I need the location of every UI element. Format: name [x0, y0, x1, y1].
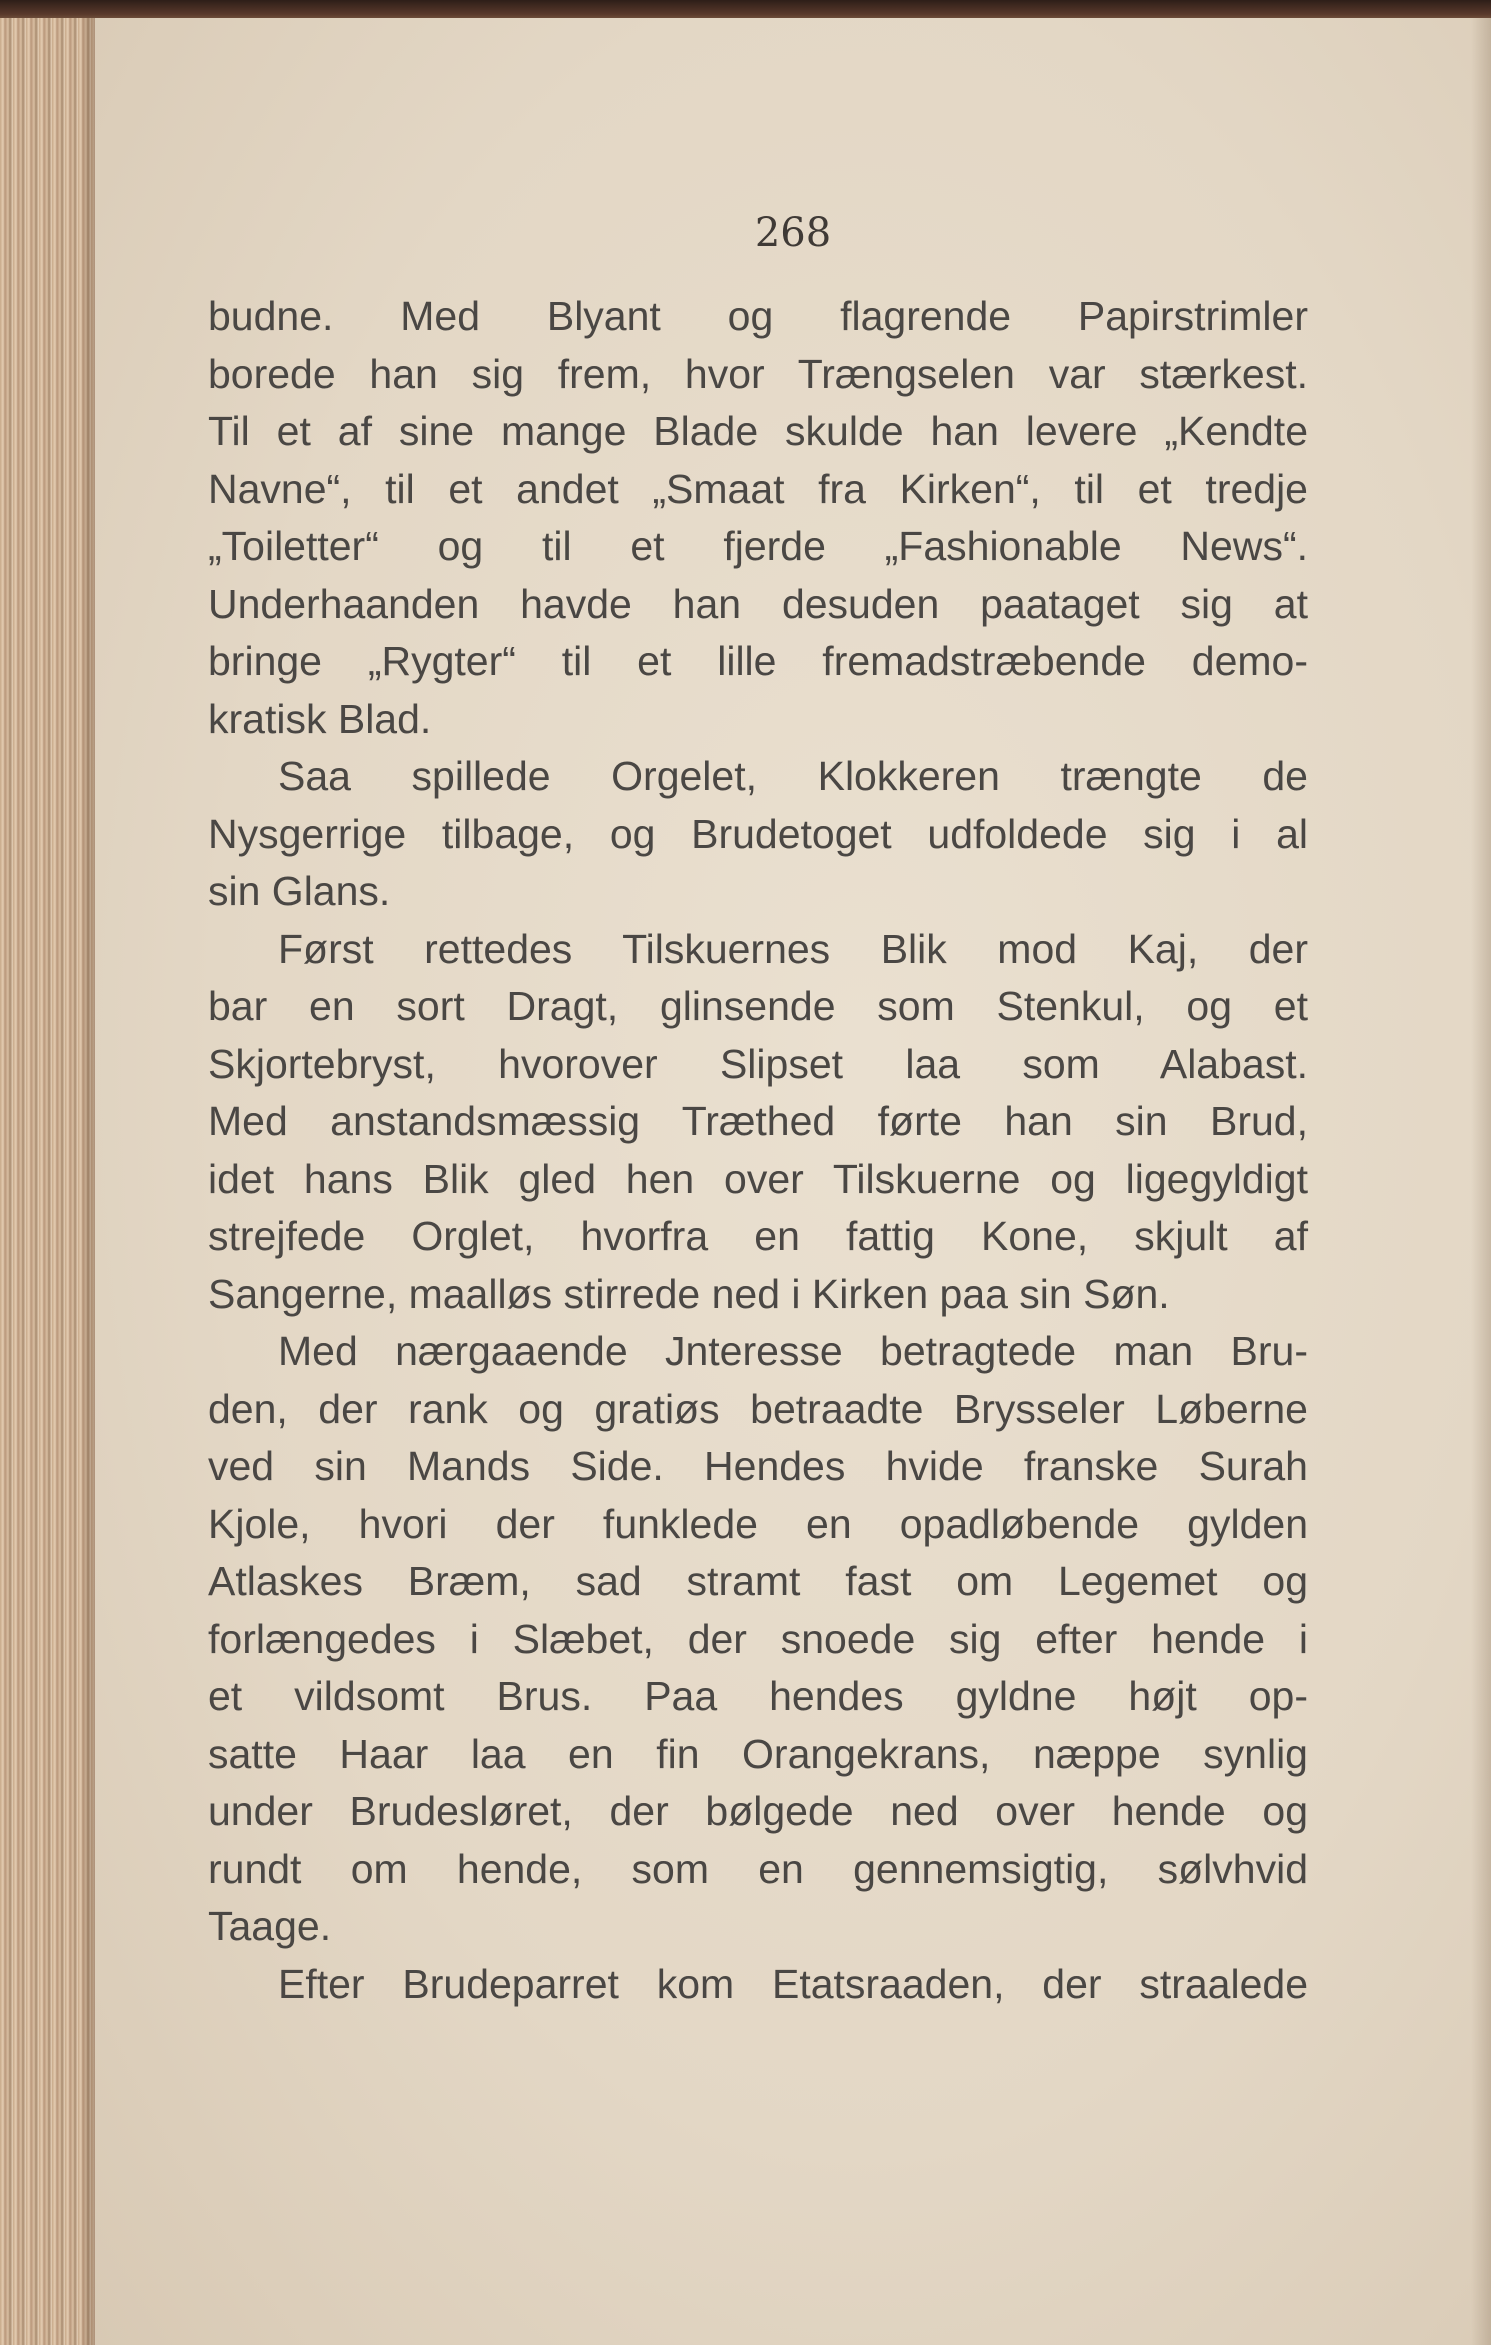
text-line: Sangerne, maalløs stirrede ned i Kirken paa sin Søn.: [208, 1270, 1170, 1317]
text-line: budne. Med Blyant og flagrende Papirstrimler: [208, 293, 1308, 339]
text-line: Med anstandsmæssig Træthed førte han sin Brud,: [208, 1098, 1308, 1144]
text-line: Nysgerrige tilbage, og Brudetoget udfoldede sig i al: [208, 810, 1308, 857]
text-line: Med nærgaaende Jnteresse betragtede man Bru-: [278, 1328, 1308, 1374]
text-line: bar en sort Dragt, glinsende som Stenkul, og et: [208, 983, 1308, 1029]
text-line: rundt om hende, som en gennemsigtig, sølvhvid: [208, 1845, 1308, 1892]
text-line: Til et af sine mange Blade skulde han levere „Kendte: [208, 408, 1308, 454]
page-number: 268: [754, 210, 832, 256]
text-line: under Brudesløret, der bølgede ned over hende og: [208, 1788, 1308, 1834]
text-line: Underhaanden havde han desuden paataget sig at: [208, 580, 1308, 627]
text-line: satte Haar laa en fin Orangekrans, næppe synlig: [208, 1730, 1308, 1777]
page-shade: [1471, 18, 1491, 2345]
text-line: bringe „Rygter“ til et lille fremadstræbende demo-: [208, 638, 1308, 684]
text-line: den, der rank og gratiøs betraadte Brysseler Løberne: [208, 1385, 1308, 1432]
text-line: sin Glans.: [208, 868, 391, 914]
text-line: kratisk Blad.: [208, 695, 432, 742]
text-line: Skjortebryst, hvorover Slipset laa som Alabast.: [208, 1040, 1308, 1087]
text-line: Taage.: [208, 1903, 332, 1949]
text-line: forlængedes i Slæbet, der snoede sig efter hende i: [208, 1615, 1308, 1662]
text-line: borede han sig frem, hvor Trængselen var stærkest.: [208, 350, 1308, 397]
body-text: [208, 288, 1308, 2013]
text-line: Først rettedes Tilskuernes Blik mod Kaj, der: [278, 925, 1308, 972]
text-line: idet hans Blik gled hen over Tilskuerne og ligegyldigt: [208, 1155, 1308, 1202]
text-line: Atlaskes Bræm, sad stramt fast om Legemet og: [208, 1558, 1308, 1604]
text-line: et vildsomt Brus. Paa hendes gyldne højt op-: [208, 1673, 1308, 1719]
text-line: Efter Brudeparret kom Etatsraaden, der straalede: [278, 1960, 1308, 2007]
text-line: strejfede Orglet, hvorfra en fattig Kone, skjult af: [208, 1213, 1308, 1259]
text-line: Navne“, til et andet „Smaat fra Kirken“, til et tredje: [208, 465, 1308, 512]
text-line: Saa spillede Orgelet, Klokkeren trængte de: [278, 753, 1308, 799]
text-line: „Toiletter“ og til et fjerde „Fashionable News“.: [208, 523, 1308, 569]
text-line: ved sin Mands Side. Hendes hvide franske Surah: [208, 1443, 1308, 1489]
text-line: Kjole, hvori der funklede en opadløbende gylden: [208, 1500, 1308, 1547]
